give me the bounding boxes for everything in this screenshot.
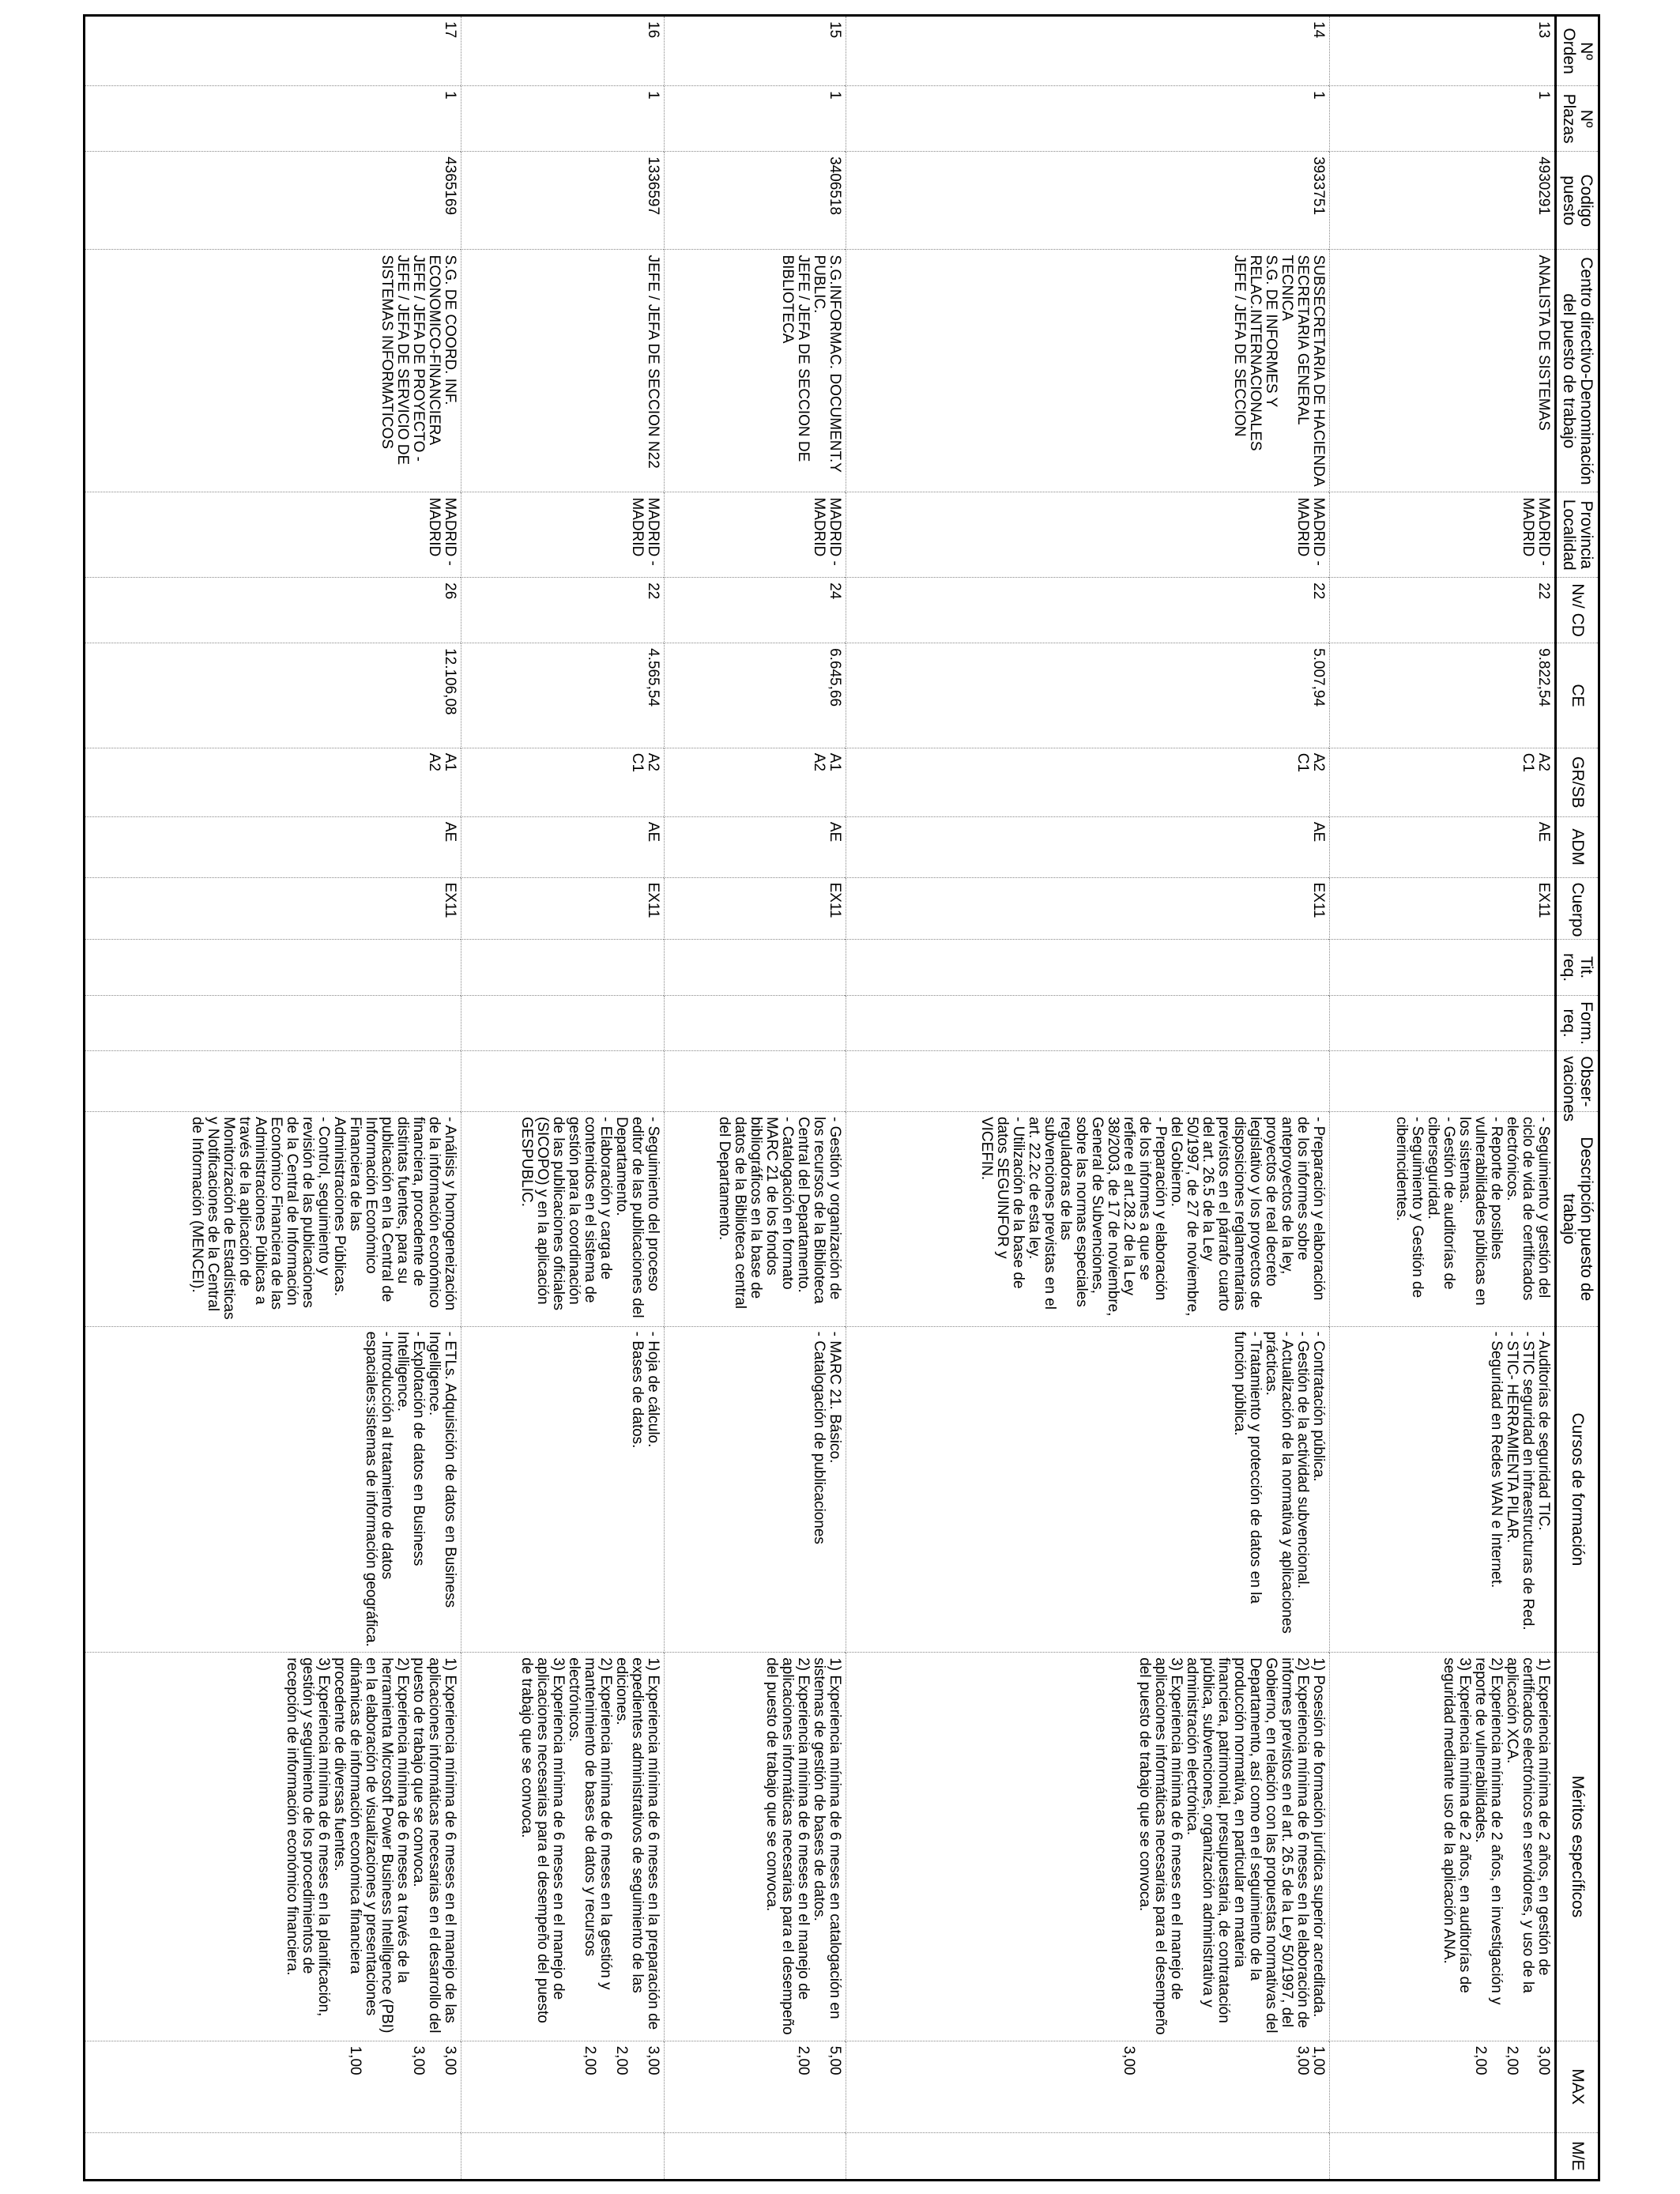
cell-max: 5,00 2,00	[665, 2041, 846, 2132]
cell-plazas: 1	[1329, 86, 1555, 152]
cell-form	[846, 995, 1330, 1050]
cell-provincia: MADRID - MADRID	[846, 492, 1330, 578]
cell-adm: AE	[665, 816, 846, 877]
cell-max: 3,00 2,00 2,00	[461, 2041, 664, 2132]
cell-tit	[85, 940, 461, 995]
header-provincia: Provincia Localidad	[1556, 492, 1599, 578]
cell-max: 1,00 3,00 3,00	[846, 2041, 1330, 2132]
cell-gr: A1 A2	[85, 748, 461, 816]
cell-cuerpo: EX11	[1329, 877, 1555, 940]
header-obs: Obser-vaciones	[1556, 1051, 1599, 1112]
header-descripcion: Descripción puesto de trabajo	[1556, 1111, 1599, 1326]
table-row	[846, 16, 1330, 2181]
cell-ce: 4.565,54	[461, 643, 664, 748]
cell-nivel: 22	[846, 578, 1330, 643]
cell-orden: 15	[665, 16, 846, 86]
cell-adm: AE	[461, 816, 664, 877]
cell-orden: 17	[85, 16, 461, 86]
cell-codigo: 3933751	[846, 152, 1330, 250]
cell-centro: S.G.INFORMAC. DOCUMENT.Y PUBLIC. JEFE / JEFA DE SECCION DE BIBLIOTECA	[665, 250, 846, 492]
job-positions-table	[83, 14, 1600, 2181]
cell-meritos: 1) Experiencia mínima de 6 meses en la preparación de expedientes administrativos de seguimiento de las ediciones. 2) Experiencia mínima de 6 meses en la gestión y mantenimiento de bases de datos y recursos electrónicos. 3) Experiencia mínima de 6 meses en el manejo de aplicaciones necesarias para el desempeño del puesto de trabajo que se convoca.	[461, 1653, 664, 2041]
cell-adm: AE	[1329, 816, 1555, 877]
cell-cursos: - ETLs. Adquisición de datos en Business Ingelligence. - Explotación de datos en Business Intelligence. - Introducción al tratamiento de datos espaciales:sistemas de información geográfica.	[85, 1326, 461, 1653]
cell-codigo: 3406518	[665, 152, 846, 250]
cell-cuerpo: EX11	[846, 877, 1330, 940]
cell-ce: 9.822,54	[1329, 643, 1555, 748]
cell-tit	[461, 940, 664, 995]
header-tit: Tit. req.	[1556, 940, 1599, 995]
cell-me	[85, 2132, 461, 2180]
table-row	[85, 16, 461, 2181]
cell-meritos: 1) Experiencia mínima de 2 años, en gestión de certificados electrónicos en servidores, y uso de la aplicación XCA. 2) Experiencia mínima de 2 años, en investigación y reporte de vulnerabilidades. 3) Experiencia mínima de 2 años, en auditorías de seguridad mediante uso de la aplicación ANA.	[1329, 1653, 1555, 2041]
cell-centro: SUBSECRETARIA DE HACIENDA SECRETARIA GENERAL TECNICA S.G. DE INFORMES Y RELAC.INTERNACIONALES JEFE / JEFA DE SECCION	[846, 250, 1330, 492]
cell-form	[1329, 995, 1555, 1050]
cell-meritos: 1) Experiencia mínima de 6 meses en catalogación en sistemas de gestión de bases de datos. 2) Experiencia mínima de 6 meses en el manejo de aplicaciones informáticas necesarias para el desempeño del puesto de trabajo que se convoca.	[665, 1653, 846, 2041]
cell-form	[85, 995, 461, 1050]
cell-me	[846, 2132, 1330, 2180]
cell-form	[461, 995, 664, 1050]
cell-provincia: MADRID - MADRID	[85, 492, 461, 578]
cell-centro: ANALISTA DE SISTEMAS	[1329, 250, 1555, 492]
header-orden: Nº Orden	[1556, 16, 1599, 86]
cell-tit	[1329, 940, 1555, 995]
header-form: Form. req.	[1556, 995, 1599, 1050]
cell-adm: AE	[846, 816, 1330, 877]
header-ce: CE	[1556, 643, 1599, 748]
cell-nivel: 22	[461, 578, 664, 643]
cell-nivel: 24	[665, 578, 846, 643]
cell-obs	[846, 1051, 1330, 1112]
cell-cursos: - Contratación pública. - Gestión de la actividad subvencional. - Actualización de la normativa y aplicaciones prácticas. - Tratamiento y protección de datos en la función pública.	[846, 1326, 1330, 1653]
cell-cuerpo: EX11	[461, 877, 664, 940]
cell-descripcion: - Análisis y homogeneización de la información económico financiera, procedente de distintas fuentes, para su publicación en la Central de Información Económico Financiera de las Administraciones Públicas. - Control, seguimiento y revisión de las publicaciones de la Central de Información Económico Financiera de las Administraciones Públicas a través de la aplicación de Monitorización de Estadísticas y Notificaciones de la Central de Información (MENCEI).	[85, 1111, 461, 1326]
cell-plazas: 1	[665, 86, 846, 152]
header-plazas: Nº Plazas	[1556, 86, 1599, 152]
cell-me	[1329, 2132, 1555, 2180]
header-me: M/E	[1556, 2132, 1599, 2180]
cell-me	[461, 2132, 664, 2180]
header-cursos: Cursos de formación	[1556, 1326, 1599, 1653]
cell-adm: AE	[85, 816, 461, 877]
cell-provincia: MADRID - MADRID	[665, 492, 846, 578]
header-cuerpo: Cuerpo	[1556, 877, 1599, 940]
cell-plazas: 1	[846, 86, 1330, 152]
cell-gr: A2 C1	[1329, 748, 1555, 816]
cell-meritos: 1) Experiencia mínima de 6 meses en el manejo de las aplicaciones informáticas necesarias en el desarrollo del puesto de trabajo que se convoca. 2) Experiencia mínima de 6 meses a través de la herramienta Microsoft Power Business Intelligence (PBI) en la elaboración de visualizaciones y presentaciones dinámicas de información económica financiera procedente de diversas fuentes. 3) Experiencia mínima de 6 meses en la planificación, gestión y seguimiento de los procedimientos de recepción de información económico financiera.	[85, 1653, 461, 2041]
cell-codigo: 4930291	[1329, 152, 1555, 250]
cell-provincia: MADRID - MADRID	[461, 492, 664, 578]
cell-obs	[85, 1051, 461, 1112]
cell-descripcion: - Preparación y elaboración de los informes sobre anteproyectos de la ley, proyectos de real decreto legislativo y los proyectos de disposiciones reglamentarias previstos en el párrafo cuarto del art. 26.5 de la Ley 50/1997, de 27 de noviembre, del Gobierno. - Preparación y elaboración de los informes a que se refiere el art.28.2 de la Ley 38/2003, de 17 de noviembre, General de Subvenciones, sobre las normas especiales reguladoras de las subvenciones previstas en el art. 22.2c de esta ley. - Utilización de la base de datos SEGUINFOR y VICEFIN.	[846, 1111, 1330, 1326]
cell-descripcion: - Seguimiento y gestión del ciclo de vida de certificados electrónicos. - Reporte de posibles vulnerabilidades públicas en los sistemas. - Gestión de auditorías de ciberseguridad. - Seguimiento y Gestión de ciberincidentes.	[1329, 1111, 1555, 1326]
cell-obs	[665, 1051, 846, 1112]
cell-nivel: 22	[1329, 578, 1555, 643]
header-adm: ADM	[1556, 816, 1599, 877]
cell-cursos: - MARC 21. Básico. - Catalogación de publicaciones	[665, 1326, 846, 1653]
cell-cursos: - Hoja de cálculo. - Bases de datos.	[461, 1326, 664, 1653]
cell-form	[665, 995, 846, 1050]
table-row	[461, 16, 664, 2181]
cell-centro: JEFE / JEFA DE SECCION N22	[461, 250, 664, 492]
cell-max: 3,00 2,00 2,00	[1329, 2041, 1555, 2132]
cell-ce: 12.106,08	[85, 643, 461, 748]
header-centro: Centro directivo-Denominación del puesto de trabajo	[1556, 250, 1599, 492]
cell-orden: 14	[846, 16, 1330, 86]
cell-orden: 13	[1329, 16, 1555, 86]
cell-ce: 6.645,66	[665, 643, 846, 748]
cell-meritos: 1) Posesión de formación jurídica superior acreditada. 2) Experiencia mínima de 6 meses en la elaboración de informes previstos en el art. 26.5 de la Ley 50/1997, del Gobierno, en relación con las propuestas normativas del Departamento, así como en el seguimiento de la producción normativa, en particular en materia financiera, patrimonial, presupuestaria, de contratación pública, subvenciones, organización administrativa y administración electrónica. 3) Experiencia mínima de 6 meses en el manejo de aplicaciones informáticas necesarias para el desempeño del puesto de trabajo que se convoca.	[846, 1653, 1330, 2041]
cell-me	[665, 2132, 846, 2180]
cell-obs	[1329, 1051, 1555, 1112]
cell-centro: S.G. DE COORD. INF. ECONOMICO-FINANCIERA JEFE / JEFA DE PROYECTO - JEFE / JEFA DE SERVICIO DE SISTEMAS INFORMATICOS	[85, 250, 461, 492]
cell-descripcion: - Gestión y organización de los recursos de la Biblioteca Central del Departamento. - Catalogación en formato MARC 21 de los fondos bibliográficos en la base de datos de la Biblioteca central del Departamento.	[665, 1111, 846, 1326]
cell-plazas: 1	[85, 86, 461, 152]
cell-codigo: 4365169	[85, 152, 461, 250]
cell-orden: 16	[461, 16, 664, 86]
table-row	[665, 16, 846, 2181]
header-max: MAX	[1556, 2041, 1599, 2132]
cell-descripcion: - Seguimiento del proceso editor de las publicaciones del Departamento. - Elaboración y carga de contenidos en el sistema de gestión para la coordinación de las publicaciones oficiales (SICOPO) y en la aplicación GESPUBLIC.	[461, 1111, 664, 1326]
cell-gr: A1 A2	[665, 748, 846, 816]
header-codigo: Codigo puesto	[1556, 152, 1599, 250]
header-gr: GR/SB	[1556, 748, 1599, 816]
cell-nivel: 26	[85, 578, 461, 643]
header-row	[1556, 16, 1599, 2181]
cell-tit	[846, 940, 1330, 995]
cell-obs	[461, 1051, 664, 1112]
cell-gr: A2 C1	[461, 748, 664, 816]
cell-cursos: - Auditorías de seguridad TIC. - STIC seguridad en infraestructuras de Red. - STIC- HERRAMIENTA PILAR. - Seguridad en Redes WAN e Internet.	[1329, 1326, 1555, 1653]
cell-plazas: 1	[461, 86, 664, 152]
header-meritos: Méritos específicos	[1556, 1653, 1599, 2041]
cell-codigo: 1336597	[461, 152, 664, 250]
cell-cuerpo: EX11	[665, 877, 846, 940]
cell-tit	[665, 940, 846, 995]
cell-max: 3,00 3,00 1,00	[85, 2041, 461, 2132]
table-row	[1329, 16, 1555, 2181]
cell-gr: A2 C1	[846, 748, 1330, 816]
cell-ce: 5.007,94	[846, 643, 1330, 748]
cell-provincia: MADRID - MADRID	[1329, 492, 1555, 578]
cell-cuerpo: EX11	[85, 877, 461, 940]
header-nivel: Nv/ CD	[1556, 578, 1599, 643]
